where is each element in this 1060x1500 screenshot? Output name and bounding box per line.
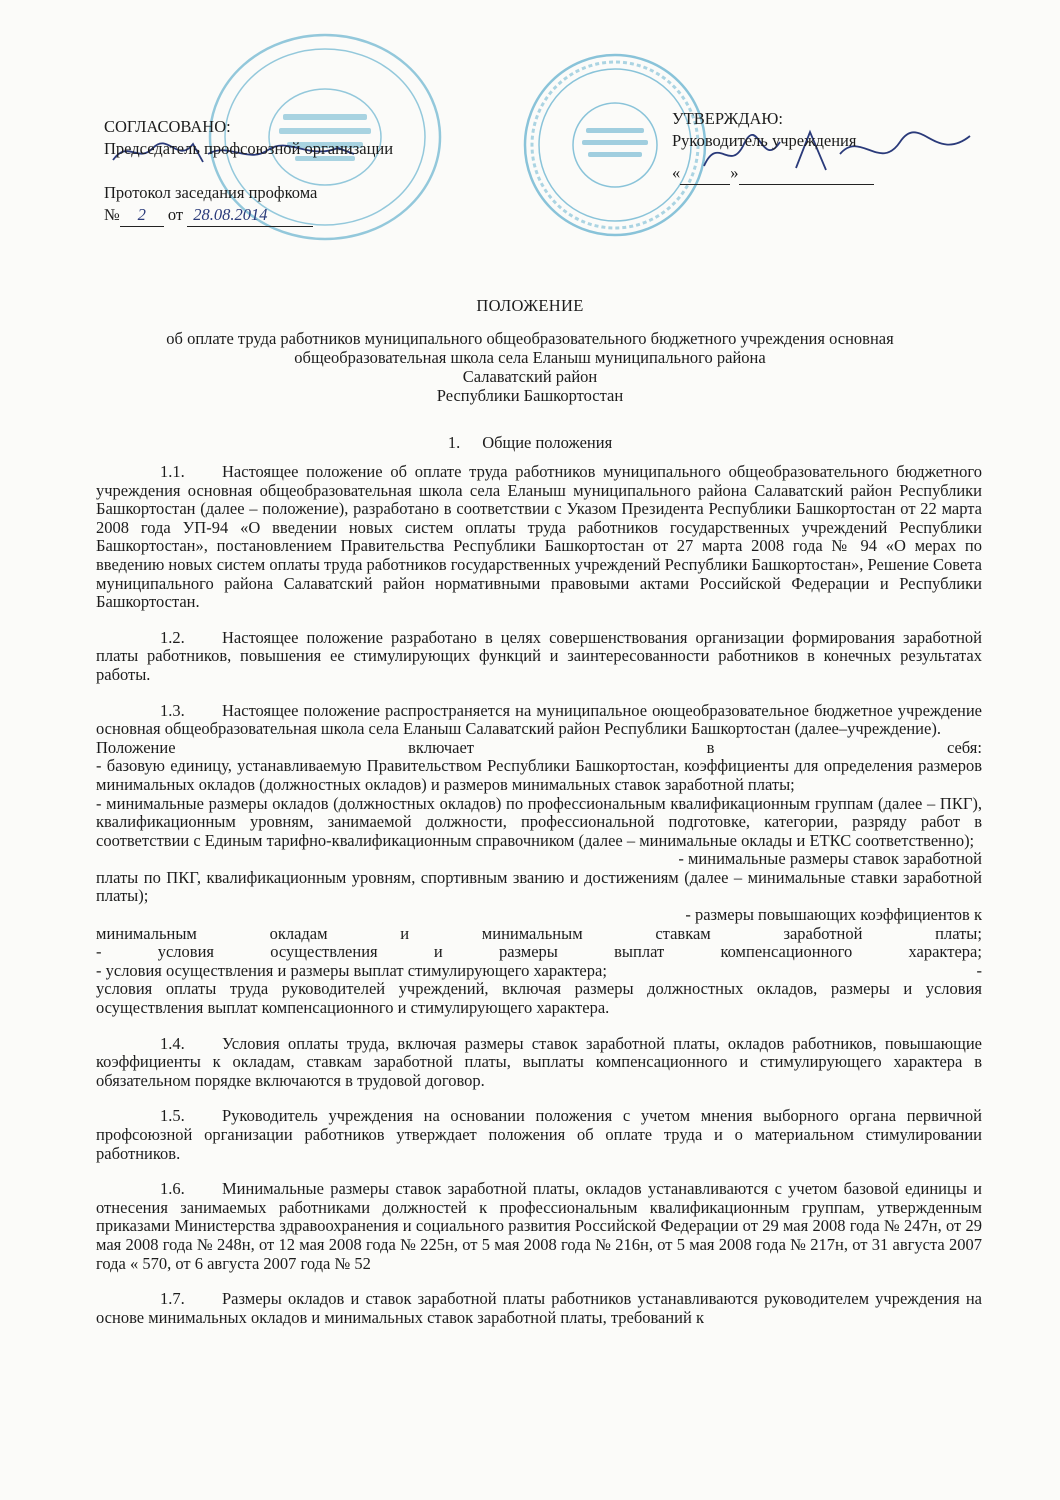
document-subtitle: об оплате труда работников муниципального общеобразовательного бюджетного учреждения основная общеобразовательная школа села Еланыш муниципального района Салаватский район Республики Башкортостан [166, 329, 894, 405]
approved-role: Руководитель учреждения [672, 131, 857, 150]
number-label: № [104, 205, 120, 224]
signature-line [104, 160, 434, 182]
list-item: минимальным окладам и минимальным ставкам заработной платы; [96, 923, 982, 943]
document-body [96, 463, 982, 1344]
agreed-heading: СОГЛАСОВАНО: [104, 117, 231, 136]
list-item: - базовую единицу, устанавливаемую Правительством Республики Башкортостан, коэффициенты для определения размеров минимальных окладов (должностных окладов) и размеров минимальных ставок заработной платы; [96, 756, 982, 794]
list-item: условия оплаты труда руководителей учреждений, включая размеры должностных окладов, размеры и условия осуществления выплат компенсационного и стимулирующего характера. [96, 979, 982, 1018]
paragraph-1-1: 1.1. Настоящее положение об оплате труда работников муниципального общеобразовательного бюджетного учреждения основная общеобразовательная школа села Еланыш муниципального района Салаватский район Республики Башкортостан (далее – положение), разработано в соответствии с Указом Президента Республики Башкортостан от 22 марта 2008 года УП-94 «О введении новых систем оплаты труда работников государственных учреждений Республики Башкортостан», постановлением Правительства Республики Башкортостан от 27 марта 2008 года № 94 «О мерах по введению новых систем оплаты труда работников государственных учреждений Республики Башкортостан», Решение Совета муниципального района Салаватский район нормативными правовыми актами Российской Федерации и Республики Башкортостан. [96, 462, 982, 612]
approved-block [672, 108, 972, 185]
section-heading: 1. Общие положения [447, 433, 613, 452]
list-item: платы по ПКГ, квалификационным уровням, спортивным званию и достижениям (далее – минимальные ставки заработной платы); [96, 867, 982, 906]
protocol-date: 28.08.2014 [187, 204, 313, 227]
approved-heading: УТВЕРЖДАЮ: [672, 109, 783, 128]
paragraph-1-7: 1.7. Размеры окладов и ставок заработной платы работников устанавливаются руководителем учреждения на основе минимальных окладов и минимальных ставок заработной платы, требований к [96, 1289, 982, 1327]
list-item: - минимальные размеры окладов (должностных окладов) по профессиональным квалификационным группам (далее – ПКГ), квалификационным уровням, занимаемой должности, профессиональной подготовке, категории, разряду работ в соответствии с Единым тарифно-квалификационным справочником (далее – минимальные оклады и ЕТКС соответственно); [96, 793, 982, 850]
paragraph-1-3: 1.3. Настоящее положение распространяется на муниципальное оющеобразовательное бюджетное учреждение основная общеобразовательная школа села Еланыш Салаватский район Республики Башкортостан (далее–учреждение). Положение включает в себя: - базовую единицу, устанавливаемую Правительством Республики Башкортостан, коэффициенты для определения размеров минимальных окладов (должностных окладов) и размеров минимальных ставок заработной платы; - минимальные размеры окладов (должностных окладов) по профессиональным квалификационным группам (далее – ПКГ), квалификационным уровням, занимаемой должности, профессиональной подготовке, категории, разряду работ в соответствии с Единым тарифно-квалификационным справочником (далее – минимальные оклады и ЕТКС соответственно); - минимальные размеры ставок заработной платы по ПКГ, квалификационным уровням, спортивным званию и достижениям (далее – минимальные ставки заработной платы); - размеры повышающих коэффициентов к минимальным окладам и минимальным ставкам заработной платы; - условия осуществления и размеры выплат компенсационного характера; - условия осуществления и размеры выплат стимулирующего характера; - условия оплаты труда руководителей учреждений, включая размеры должностных окладов, размеры и условия осуществления выплат компенсационного и стимулирующего характера. [96, 700, 982, 1018]
list-item: - условия осуществления и размеры выплат компенсационного характера; [96, 942, 982, 962]
protocol-number: 2 [120, 204, 164, 227]
approval-date-line: « » [672, 162, 972, 185]
agreed-protocol: Протокол заседания профкома [104, 183, 318, 202]
list-item: - размеры повышающих коэффициентов к [685, 905, 982, 925]
from-label: от [167, 205, 184, 224]
agreed-block [104, 116, 434, 227]
list-item: - условия осуществления и размеры выплат стимулирующего характера; - [96, 960, 982, 980]
paragraph-1-2: 1.2. Настоящее положение разработано в целях совершенствования организации формирования заработной платы работников, повышения ее стимулирующих функций и заинтересованности работников в конечных результатах работы. [96, 627, 982, 684]
includes-line: Положение включает в себя: [96, 737, 982, 757]
protocol-number-line [104, 204, 434, 227]
paragraph-1-5: 1.5. Руководитель учреждения на основании положения с учетом мнения выборного органа первичной профсоюзной организации работников утверждает положения об оплате труда и о материальном стимулировании работников. [96, 1106, 982, 1163]
agreed-role: Председатель профсоюзной организации [104, 139, 394, 158]
paragraph-1-4: 1.4. Условия оплаты труда, включая размеры ставок заработной платы, окладов работников, повышающие коэффициенты к окладам, ставкам заработной платы, выплаты компенсационного и стимулирующего характера в обязательном порядке включаются в трудовой договор. [96, 1033, 982, 1090]
paragraph-1-6: 1.6. Минимальные размеры ставок заработной платы, окладов устанавливаются с учетом базовой единицы и отнесения занимаемых работниками должностей к профессиональным квалификационным группам, утвержденным приказами Министерства здравоохранения и социального развития Российской Федерации от 29 мая 2008 года № 247н, от 29 мая 2008 года № 248н, от 12 мая 2008 года № 225н, от 5 мая 2008 года № 216н, от 5 мая 2008 года № 217н, от 31 августа 2007 года « 570, от 6 августа 2007 года № 52 [96, 1179, 982, 1273]
document-title: ПОЛОЖЕНИЕ [476, 296, 584, 315]
list-item: - минимальные размеры ставок заработной [678, 849, 982, 869]
